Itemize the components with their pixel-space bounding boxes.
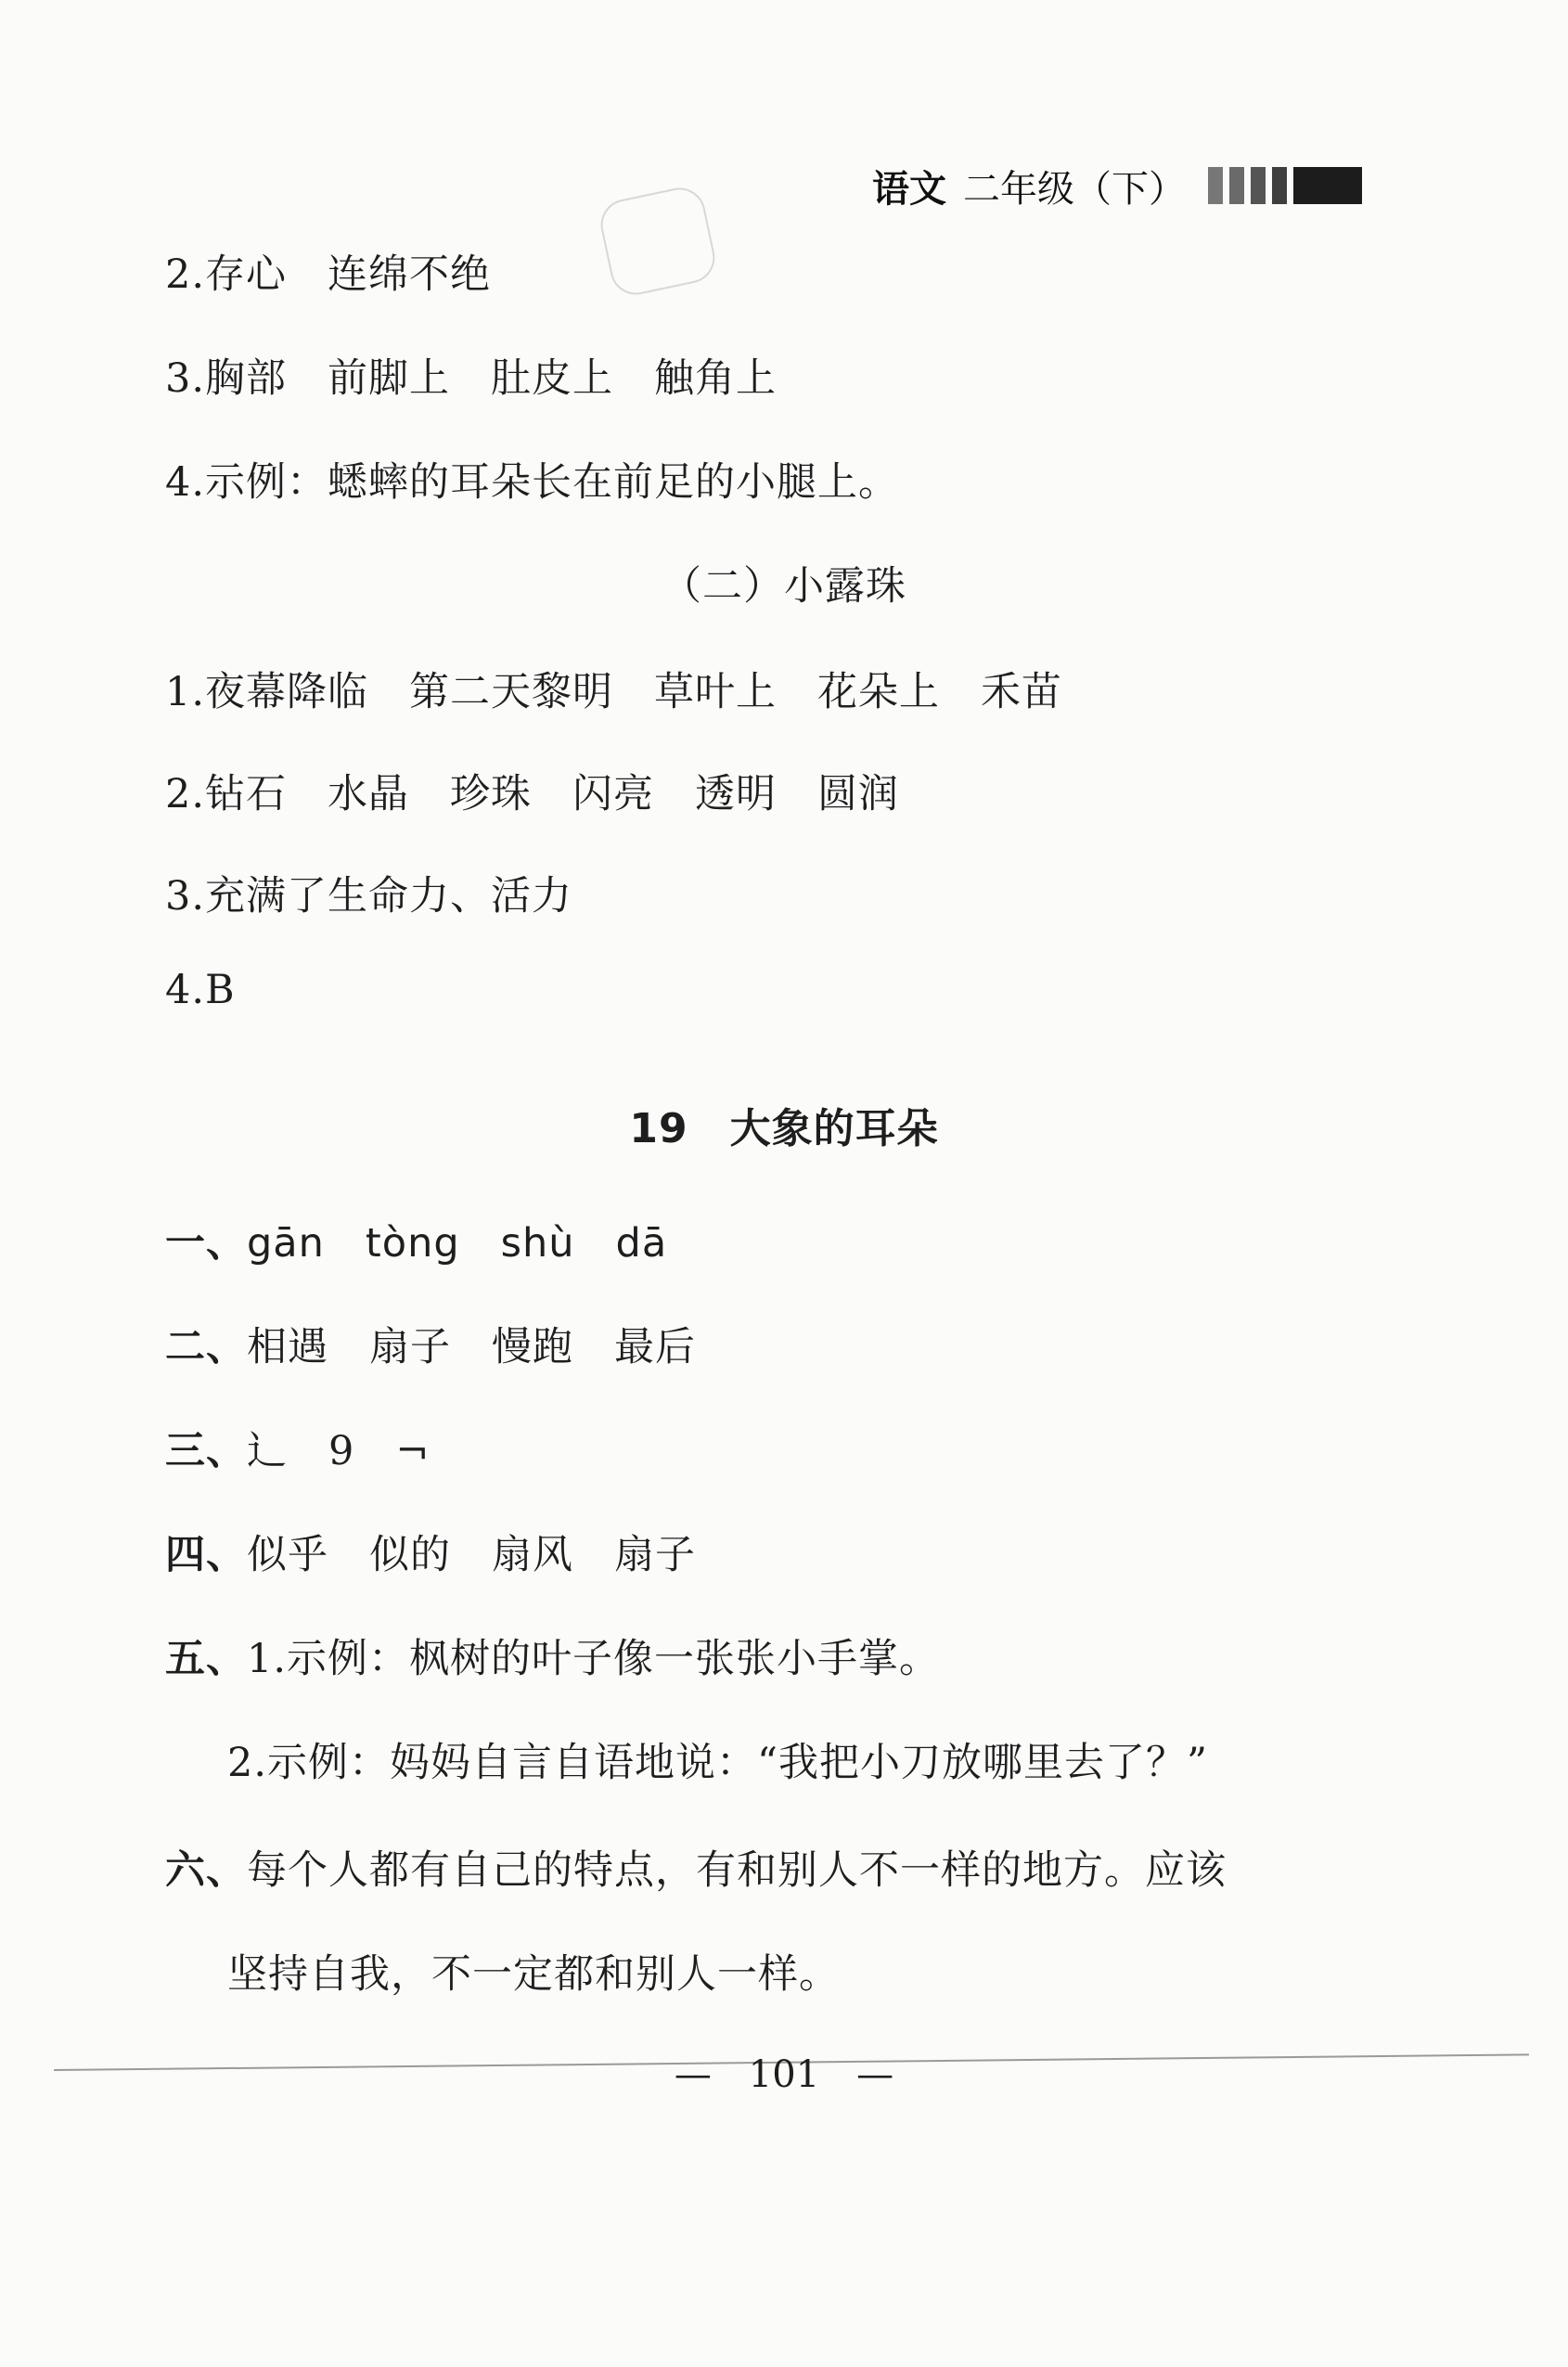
answer-line <box>165 1839 1227 1896</box>
item-text: 坚持自我，不一定都和别人一样。 <box>227 1951 840 1998</box>
answer-line <box>165 1420 430 1476</box>
answer-line: 1.夜幕降临 第二天黎明 草叶上 花朵上 禾苗 <box>165 669 1063 715</box>
lesson-title: 19 大象的耳朵 <box>629 1105 939 1152</box>
item-number: 一、 <box>165 1220 247 1267</box>
answer-line <box>165 1212 667 1268</box>
decor-bar <box>1293 167 1362 204</box>
header-subject: 语文 <box>872 167 946 211</box>
answer-line <box>227 1943 840 2000</box>
answer-line: 4.示例：蟋蟀的耳朵长在前足的小腿上。 <box>165 459 900 506</box>
decor-bar <box>1208 167 1223 204</box>
answer-line: 2.钻石 水晶 珍珠 闪亮 透明 圆润 <box>165 771 900 817</box>
item-text: 每个人都有自己的特点，有和别人不一样的地方。应该 <box>247 1847 1227 1894</box>
item-text: gān tòng shù dā <box>247 1220 668 1267</box>
item-number: 四、 <box>165 1532 247 1578</box>
item-number: 五、 <box>165 1636 247 1682</box>
item-text: 1.示例：枫树的叶子像一张张小手掌。 <box>247 1636 941 1682</box>
watermark-stamp-icon <box>596 183 719 299</box>
decor-bar <box>1251 167 1266 204</box>
answer-line <box>165 1627 940 1684</box>
item-number: 六、 <box>165 1847 247 1894</box>
decor-bar <box>1272 167 1287 204</box>
answer-line <box>227 1731 1208 1788</box>
page-header <box>872 158 1362 213</box>
answer-line <box>165 1524 696 1580</box>
answer-line <box>165 1316 696 1372</box>
item-number: 二、 <box>165 1324 247 1370</box>
item-text: 似乎 似的 扇风 扇子 <box>247 1532 696 1578</box>
answer-line: 2.存心 连绵不绝 <box>165 251 492 298</box>
page-number: — 101 — <box>674 2053 894 2096</box>
item-text: 辶 9 ¬ <box>247 1428 431 1474</box>
item-text: 相遇 扇子 慢跑 最后 <box>247 1324 696 1370</box>
item-text: 2.示例：妈妈自言自语地说：“我把小刀放哪里去了？” <box>227 1740 1208 1786</box>
answer-line: 3.胸部 前脚上 肚皮上 触角上 <box>165 355 778 402</box>
section-title: （二）小露珠 <box>662 563 906 610</box>
item-number: 三、 <box>165 1428 247 1474</box>
header-decoration-bars <box>1208 167 1362 204</box>
answer-line: 3.充满了生命力、活力 <box>165 873 573 920</box>
decor-bar <box>1229 167 1244 204</box>
answer-line: 4.B <box>165 967 236 1013</box>
header-grade: 二年级（下） <box>963 167 1186 211</box>
